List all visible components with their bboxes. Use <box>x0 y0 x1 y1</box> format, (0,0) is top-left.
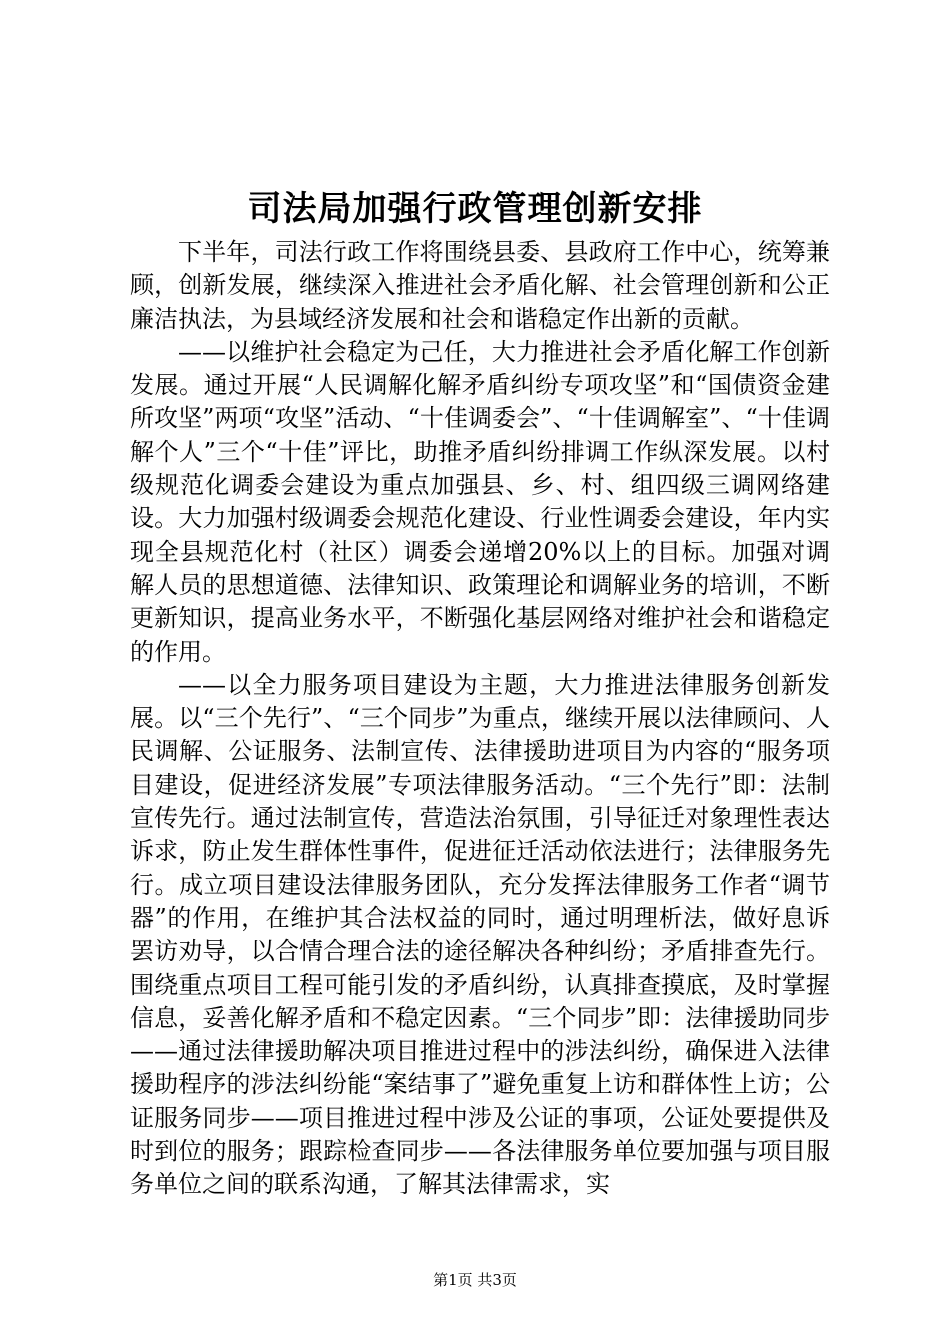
paragraph-intro: 下半年，司法行政工作将围绕县委、县政府工作中心，统筹兼顾，创新发展，继续深入推进社会矛盾化解、社会管理创新和公正廉洁执法，为县域经济发展和社会和谐稳定作出新的贡献。 <box>130 238 830 333</box>
paragraph-social-stability: ——以维护社会稳定为己任，大力推进社会矛盾化解工作创新发展。通过开展“人民调解化解矛盾纠纷专项攻坚”和“国债资金建所攻坚”两项“攻坚”活动、“十佳调委会”、“十佳调解室”、“十佳调解个人”三个“十佳”评比，助推矛盾纠纷排调工作纵深发展。以村级规范化调委会建设为重点加强县、乡、村、组四级三调网络建设。大力加强村级调委会规范化建设、行业性调委会建设，年内实现全县规范化村（社区）调委会递增20%以上的目标。加强对调解人员的思想道德、法律知识、政策理论和调解业务的培训，不断更新知识，提高业务水平，不断强化基层网络对维护社会和谐稳定的作用。 <box>130 337 830 666</box>
page-footer: 第1页 共3页 <box>433 1271 517 1289</box>
document-title: 司法局加强行政管理创新安排 <box>247 189 703 229</box>
document-body <box>130 236 830 1202</box>
paragraph-legal-services: ——以全力服务项目建设为主题，大力推进法律服务创新发展。以“三个先行”、“三个同步”为重点，继续开展以法律顾问、人民调解、公证服务、法制宣传、法律援助进项目为内容的“服务项目建设，促进经济发展”专项法律服务活动。“三个先行”即：法制宣传先行。通过法制宣传，营造法治氛围，引导征迁对象理性表达诉求，防止发生群体性事件，促进征迁活动依法进行；法律服务先行。成立项目建设法律服务团队，充分发挥法律服务工作者“调节器”的作用，在维护其合法权益的同时，通过明理析法，做好息诉罢访劝导，以合情合理合法的途径解决各种纠纷；矛盾排查先行。围绕重点项目工程可能引发的矛盾纠纷，认真排查摸底，及时掌握信息，妥善化解矛盾和不稳定因素。“三个同步”即：法律援助同步——通过法律援助解决项目推进过程中的涉法纠纷，确保进入法律援助程序的涉法纠纷能“案结事了”避免重复上访和群体性上访；公证服务同步——项目推进过程中涉及公证的事项，公证处要提供及时到位的服务；跟踪检查同步——各法律服务单位要加强与项目服务单位之间的联系沟通，了解其法律需求，实 <box>130 670 830 1199</box>
